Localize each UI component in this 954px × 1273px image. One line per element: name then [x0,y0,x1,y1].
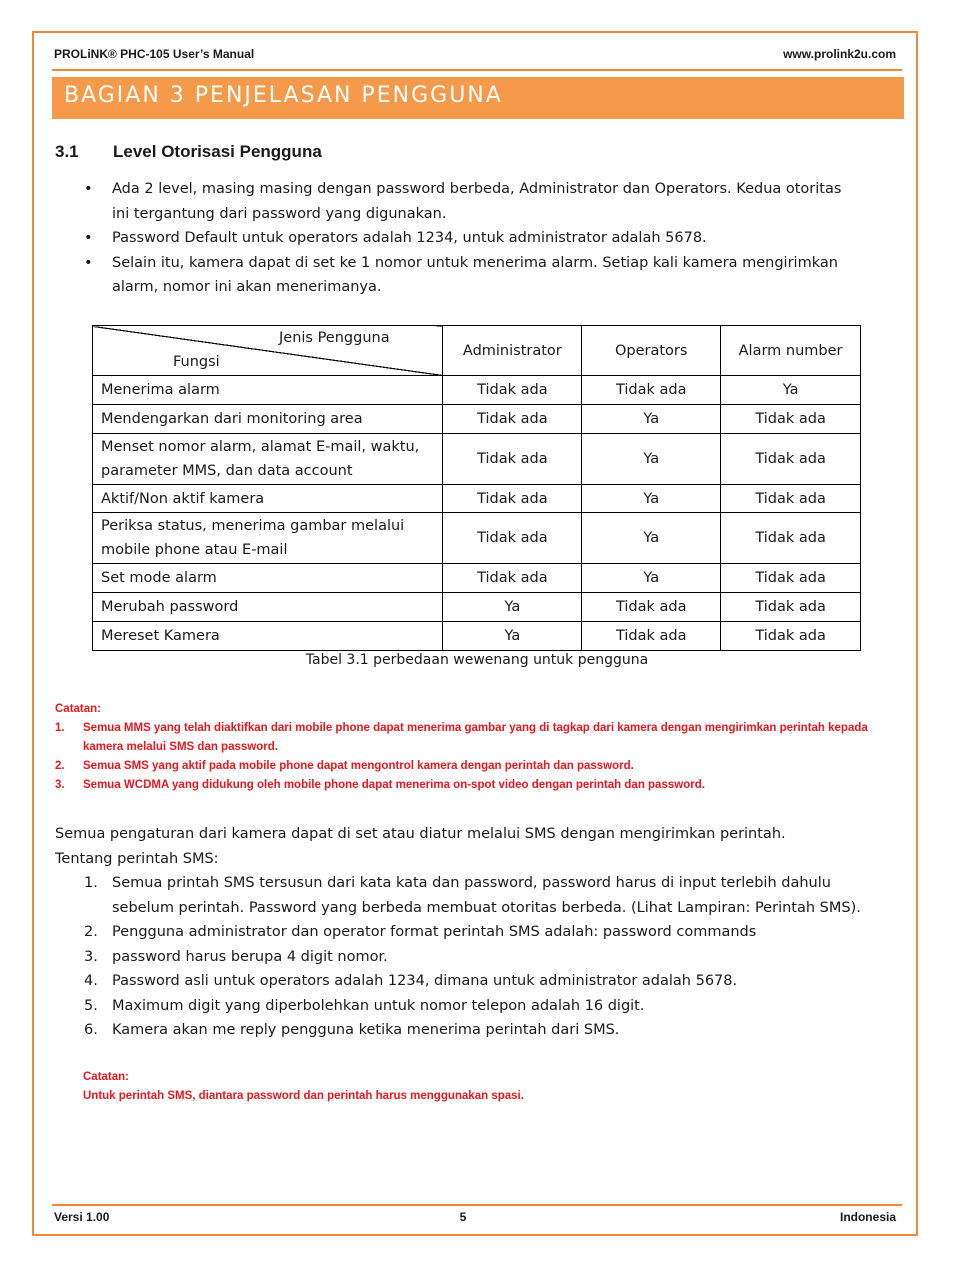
note-item: 2. Semua SMS yang aktif pada mobile phone dapat mengontrol kamera dengan perintah dan password. [55,760,634,772]
table-cell: Tidak ada [443,513,582,564]
table-row [93,434,861,485]
table-header-row [93,326,861,376]
sms-intro-paragraph: Semua pengaturan dari kamera dapat di set atau diatur melalui SMS dengan mengirimkan perintah. Tentang perintah SMS: [55,826,786,867]
table-cell: Tidak ada [582,376,721,405]
list-item: 3. password harus berupa 4 digit nomor. [84,948,388,965]
table-cell: Tidak ada [443,405,582,434]
bullet-item: • Selain itu, kamera dapat di set ke 1 nomor untuk menerima alarm. Setiap kali kamera mengirimkan alarm, nomor ini akan menerimanya. [82,251,862,300]
table-cell: Ya [443,593,582,622]
chapter-title: BAGIAN 3 PENJELASAN PENGGUNA [64,83,503,108]
table-cell: Tidak ada [582,593,721,622]
row-label: Mendengarkan dari monitoring area [93,405,443,434]
note-item: 3. Semua WCDMA yang didukung oleh mobile phone dapat menerima on-spot video dengan perintah dan password. [55,779,705,791]
table-cell: Ya [721,376,861,405]
table-row [93,593,861,622]
row-label: Menset nomor alarm, alamat E-mail, waktu, parameter MMS, dan data account [93,434,443,485]
row-label: Merubah password [93,593,443,622]
table-cell: Tidak ada [721,405,861,434]
list-item: 2. Pengguna administrator dan operator format perintah SMS adalah: password commands [84,924,757,940]
note-title: Catatan: [83,1071,130,1083]
table-cell: Ya [443,622,582,651]
row-label: Aktif/Non aktif kamera [93,485,443,513]
chapter-banner [52,77,904,119]
list-item: 5. Maximum digit yang diperbolehkan untuk nomor telepon adalah 16 digit. [84,997,645,1014]
list-item: 4. Password asli untuk operators adalah 1234, dimana untuk administrator adalah 5678. [84,973,738,989]
section-number: 3.1 [55,142,79,161]
corner-label-user-type: Jenis Pengguna [279,330,390,346]
table-caption: Tabel 3.1 perbedaan wewenang untuk pengguna [305,652,649,668]
note-title: Catatan: [55,703,102,715]
note-item: 1. Semua MMS yang telah diaktifkan dari mobile phone dapat menerima gambar yang di tagkap dari kamera dengan mengirimkan perintah kepada kamera melalui SMS dan password. [55,722,868,753]
table-row [93,513,861,564]
table-cell: Tidak ada [721,513,861,564]
list-item: 6. Kamera akan me reply pengguna ketika menerima perintah dari SMS. [84,1022,620,1038]
column-header: Operators [582,326,721,376]
footer-divider [52,1204,902,1206]
table-cell: Ya [582,434,721,485]
bullet-icon: • [84,230,93,246]
row-label: Menerima alarm [93,376,443,405]
table-corner-cell [93,326,443,376]
column-header: Administrator [443,326,582,376]
table-cell: Tidak ada [721,622,861,651]
table-row [93,622,861,651]
table-row [93,485,861,513]
table-cell: Tidak ada [443,376,582,405]
header-website: www.prolink2u.com [783,47,896,61]
footer-version: Versi 1.00 [54,1210,110,1224]
bullet-icon: • [84,254,93,271]
table-row [93,376,861,405]
table-cell: Tidak ada [443,564,582,593]
note-block-sms [83,1068,883,1106]
table-cell: Ya [582,485,721,513]
table-cell: Ya [582,564,721,593]
footer-language: Indonesia [839,1210,896,1224]
table-row [93,405,861,434]
table-cell: Tidak ada [443,434,582,485]
table-cell: Tidak ada [721,434,861,485]
sms-rules-list [82,871,882,1043]
table-cell: Tidak ada [721,485,861,513]
row-label: Mereset Kamera [93,622,443,651]
table-cell: Tidak ada [721,564,861,593]
table-cell: Tidak ada [443,485,582,513]
table-row [93,564,861,593]
section-title: Level Otorisasi Pengguna [113,142,322,161]
bullet-item: • Ada 2 level, masing masing dengan password berbeda, Administrator dan Operators. Kedua otoritas ini tergantung dari password yang digunakan. [82,177,862,226]
authorization-table [92,325,861,651]
bullet-item: • Password Default untuk operators adalah 1234, untuk administrator adalah 5678. [82,226,862,251]
bullet-icon: • [84,181,93,197]
bullet-list [82,177,862,300]
footer-page-number: 5 [459,1210,467,1224]
table-cell: Tidak ada [721,593,861,622]
table-cell: Tidak ada [582,622,721,651]
row-label: Set mode alarm [93,564,443,593]
header-manual-title: PROLiNK® PHC-105 User’s Manual [54,47,255,61]
column-header: Alarm number [721,326,861,376]
table-cell: Ya [582,405,721,434]
section-heading [55,142,322,162]
list-item: 1. Semua printah SMS tersusun dari kata kata dan password, password harus di input terlebih dahulu sebelum perintah. Password yang berbeda membuat otoritas berbeda. (Lihat Lampiran: Perintah SMS). [84,875,861,916]
table-cell: Ya [582,513,721,564]
row-label: Periksa status, menerima gambar melalui mobile phone atau E-mail [93,513,443,564]
note-text: Untuk perintah SMS, diantara password dan perintah harus menggunakan spasi. [83,1090,524,1102]
corner-label-function: Fungsi [173,354,220,370]
header-divider [52,69,902,71]
note-block [55,700,885,795]
